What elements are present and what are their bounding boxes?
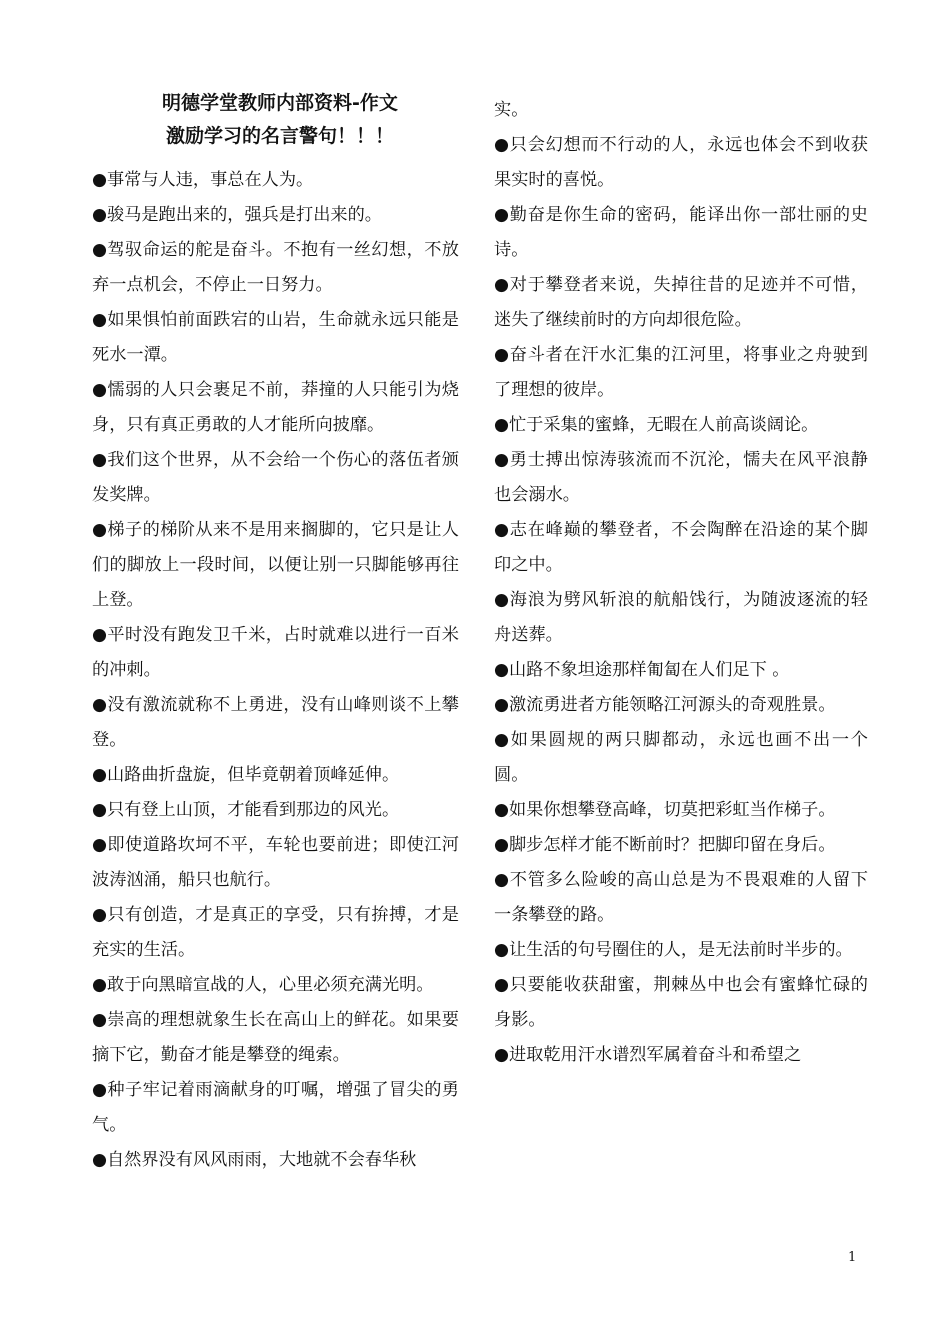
quote-paragraph: ●激流勇进者方能领略江河源头的奇观胜景。 xyxy=(494,695,836,715)
quote-paragraph: ●自然界没有风风雨雨，大地就不会春华秋 xyxy=(92,1150,417,1170)
quote-paragraph: ●只有登上山顶，才能看到那边的风光。 xyxy=(92,800,400,820)
document-title-line1: 明德学堂教师内部资料-作文 xyxy=(162,92,398,114)
quote-paragraph: ●对于攀登者来说，失掉往昔的足迹并不可惜，迷失了继续前时的方向却很危险。 xyxy=(494,275,868,330)
page-number: 1 xyxy=(848,1250,857,1265)
quote-paragraph: ●不管多么险峻的高山总是为不畏艰难的人留下一条攀登的路。 xyxy=(494,870,868,925)
quote-paragraph: ●只要能收获甜蜜，荆棘丛中也会有蜜蜂忙碌的身影。 xyxy=(494,975,868,1030)
quote-paragraph: ●脚步怎样才能不断前时？把脚印留在身后。 xyxy=(494,835,836,855)
left-column xyxy=(92,163,459,1178)
quote-paragraph: ●山路不象坦途那样匍匐在人们足下 。 xyxy=(494,660,790,680)
quote-paragraph: ●平时没有跑发卫千米，占时就难以进行一百米的冲刺。 xyxy=(92,625,459,680)
quote-paragraph: ●驾驭命运的舵是奋斗。不抱有一丝幻想，不放弃一点机会，不停止一日努力。 xyxy=(92,240,459,295)
quote-paragraph: ●崇高的理想就象生长在高山上的鲜花。如果要摘下它，勤奋才能是攀登的绳索。 xyxy=(92,1010,459,1065)
quote-paragraph: ●我们这个世界，从不会给一个伤心的落伍者颁发奖牌。 xyxy=(92,450,459,505)
quote-paragraph: ●事常与人违，事总在人为。 xyxy=(92,170,314,190)
quote-paragraph: ●勇士搏出惊涛骇流而不沉沦，懦夫在风平浪静也会溺水。 xyxy=(494,450,868,505)
quote-paragraph: ●没有激流就称不上勇进，没有山峰则谈不上攀登。 xyxy=(92,695,459,750)
quote-paragraph: ●懦弱的人只会裹足不前，莽撞的人只能引为烧身，只有真正勇敢的人才能所向披靡。 xyxy=(92,380,459,435)
quote-paragraph: ●进取乾用汗水谱烈军属着奋斗和希望之 xyxy=(494,1045,802,1065)
quote-paragraph: ●只会幻想而不行动的人，永远也体会不到收获果实时的喜悦。 xyxy=(494,135,868,190)
quote-paragraph: ●如果你想攀登高峰，切莫把彩虹当作梯子。 xyxy=(494,800,836,820)
quote-paragraph: ●如果圆规的两只脚都动，永远也画不出一个圆。 xyxy=(494,730,868,785)
quote-paragraph: ●志在峰巅的攀登者，不会陶醉在沿途的某个脚印之中。 xyxy=(494,520,868,575)
quote-paragraph: 实。 xyxy=(494,100,529,120)
quote-paragraph: ●忙于采集的蜜蜂，无暇在人前高谈阔论。 xyxy=(494,415,819,435)
quote-paragraph: ●种子牢记着雨滴献身的叮嘱，增强了冒尖的勇气。 xyxy=(92,1080,459,1135)
quote-paragraph: ●即使道路坎坷不平，车轮也要前进；即使江河波涛汹涌，船只也航行。 xyxy=(92,835,459,890)
quote-paragraph: ●海浪为劈风斩浪的航船饯行，为随波逐流的轻舟送葬。 xyxy=(494,590,868,645)
quote-paragraph: ●如果惧怕前面跌宕的山岩，生命就永远只能是死水一潭。 xyxy=(92,310,459,365)
quote-paragraph: ●只有创造，才是真正的享受，只有拚搏，才是充实的生活。 xyxy=(92,905,459,960)
document-title-line2: 激励学习的名言警句！！！ xyxy=(165,125,394,147)
quote-paragraph: ●梯子的梯阶从来不是用来搁脚的，它只是让人们的脚放上一段时间，以便让别一只脚能够再往上登。 xyxy=(92,520,459,610)
quote-paragraph: ●骏马是跑出来的，强兵是打出来的。 xyxy=(92,205,382,225)
quote-paragraph: ●让生活的句号圈住的人，是无法前时半步的。 xyxy=(494,940,853,960)
quote-paragraph: ●山路曲折盘旋，但毕竟朝着顶峰延伸。 xyxy=(92,765,400,785)
quote-paragraph: ●奋斗者在汗水汇集的江河里，将事业之舟驶到了理想的彼岸。 xyxy=(494,345,868,400)
right-column xyxy=(494,93,868,1073)
quote-paragraph: ●勤奋是你生命的密码，能译出你一部壮丽的史诗。 xyxy=(494,205,868,260)
quote-paragraph: ●敢于向黑暗宣战的人，心里必须充满光明。 xyxy=(92,975,434,995)
